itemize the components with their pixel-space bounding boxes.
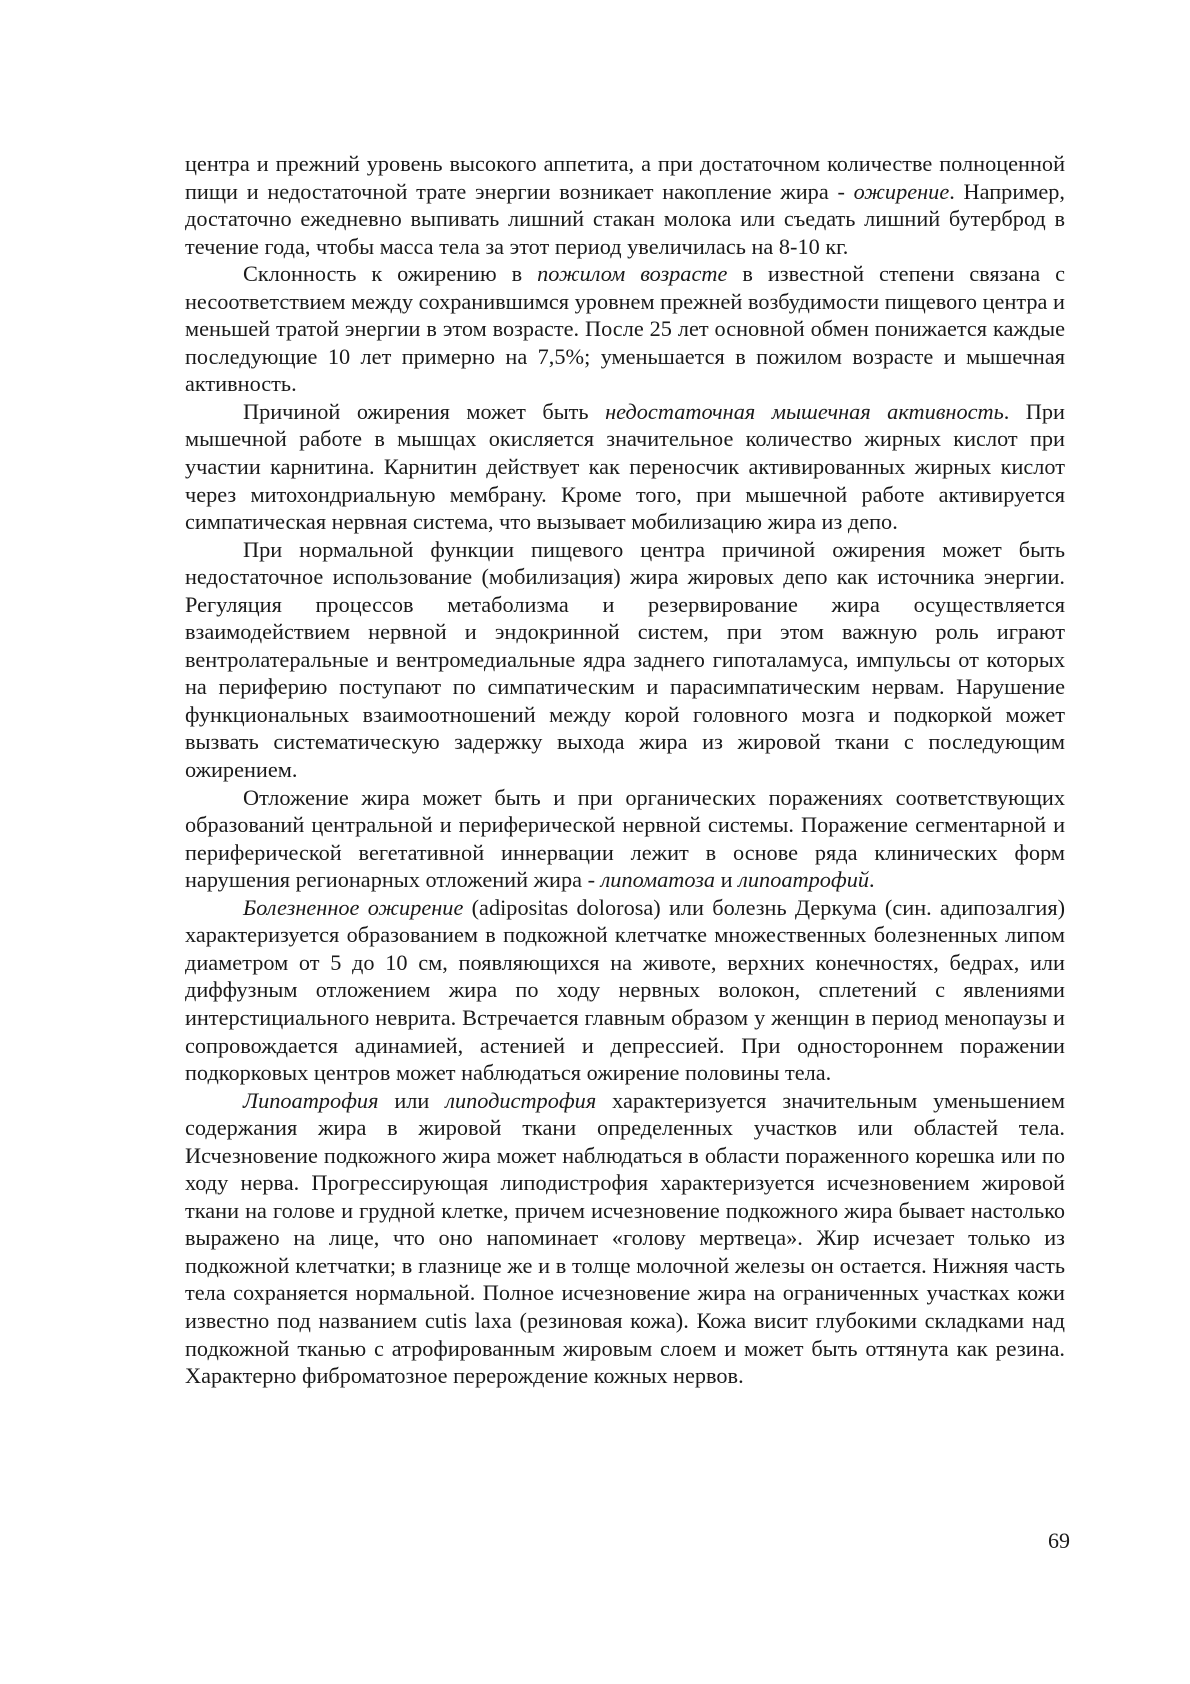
italic-term: пожилом возрасте <box>537 261 728 287</box>
text-run: Причиной ожирения может быть <box>243 398 606 424</box>
paragraph <box>185 536 1065 784</box>
text-run: . <box>869 867 875 893</box>
text-run: центра и прежний уровень высокого аппетита, а при достаточном количестве полноценной пищи и недостаточной трате энергии возникает накопление жира - <box>185 151 1065 204</box>
page-number: 69 <box>1048 1528 1070 1553</box>
text-run: Склонность к ожирению в <box>243 261 538 287</box>
text-run: и <box>715 867 739 893</box>
paragraph <box>185 1087 1065 1390</box>
italic-term: липоатрофий <box>738 867 870 893</box>
paragraph <box>185 894 1065 1087</box>
text-run: в известной степени связана с несоответствием между сохранившимся уровнем прежней возбудимости пищевого центра и меньшей тратой энергии в этом возрасте. После 25 лет основной обмен понижается каждые последующие 10 лет примерно на 7,5%; уменьшается в пожилом возрасте и мышечная активность. <box>185 261 1066 397</box>
italic-term: ожирение <box>853 178 950 204</box>
text-run: При нормальной функции пищевого центра причиной ожирения может быть недостаточное использование (мобилизация) жира жировых депо как источника энергии. Регуляция процессов метаболизма и резервирование жира осуществляется взаимодействием нервной и эндокринной систем, при этом важную роль играют вентролатеральные и вентромедиальные ядра заднего гипоталамуса, импульсы от которых на периферию поступают по симпатическим и парасимпатическим нервам. Нарушение функциональных взаимоотношений между корой головного мозга и подкоркой может вызвать систематическую задержку выхода жира из жировой ткани с последующим ожирением. <box>185 536 1065 783</box>
italic-term: Липоатрофия <box>243 1087 379 1113</box>
paragraph <box>185 260 1065 398</box>
page-body <box>185 150 1065 1390</box>
paragraph <box>185 150 1065 260</box>
text-run: характеризуется значительным уменьшением содержания жира в жировой ткани определенных участков или областей тела. Исчезновение подкожного жира может наблюдаться в области пораженного корешка или по ходу нерва. Прогрессирующая липодистрофия характеризуется исчезновением жировой ткани на голове и грудной клетке, причем исчезновение подкожного жира бывает настолько выражено на лице, что оно напоминает «голову мертвеца». Жир исчезает только из подкожной клетчатки; в глазнице же и в толще молочной железы он остается. Нижняя часть тела сохраняется нормальной. Полное исчезновение жира на ограниченных участках кожи известно под названием cutis laxa (резиновая кожа). Кожа висит глубокими складками над подкожной тканью с атрофированным жировым слоем и может быть оттянута как резина. Характерно фиброматозное перерождение кожных нервов. <box>185 1087 1065 1389</box>
paragraph <box>185 398 1065 536</box>
text-run: . При мышечной работе в мышцах окисляется значительное количество жирных кислот при участии карнитина. Карнитин действует как переносчик активированных жирных кислот через митохондриальную мембрану. Кроме того, при мышечной работе активируется симпатическая нервная система, что вызывает мобилизацию жира из депо. <box>185 398 1065 535</box>
text-run: Отложение жира может быть и при органических поражениях соответствующих образований центральной и периферической нервной системы. Поражение сегментарной и периферической вегетативной иннервации лежит в основе ряда клинических форм нарушения регионарных отложений жира - <box>185 784 1065 893</box>
text-run: или <box>378 1087 446 1113</box>
text-run: (adipositas dolorosa) или болезнь Деркума (син. адипозалгия) характеризуется образованием в подкожной клетчатке множественных болезненных липом диаметром от 5 до 10 см, появляющихся на животе, верхних конечностях, бедрах, или диффузным отложением жира по ходу нервных волокон, сплетений с явлениями интерстициального неврита. Встречается главным образом у женщин в период менопаузы и сопровождается адинамией, астенией и депрессией. При одностороннем поражении подкорковых центров может наблюдаться ожирение половины тела. <box>185 894 1066 1086</box>
text-run: . Например, достаточно ежедневно выпивать лишний стакан молока или съедать лишний бутерброд в течение года, чтобы масса тела за этот период увеличилась на 8-10 кг. <box>185 178 1065 259</box>
italic-term: Болезненное ожирение <box>243 894 464 920</box>
italic-term: липодистрофия <box>445 1087 597 1113</box>
paragraph <box>185 784 1065 894</box>
italic-term: недостаточная мышечная активность <box>605 398 1004 424</box>
italic-term: липоматоза <box>600 867 716 893</box>
